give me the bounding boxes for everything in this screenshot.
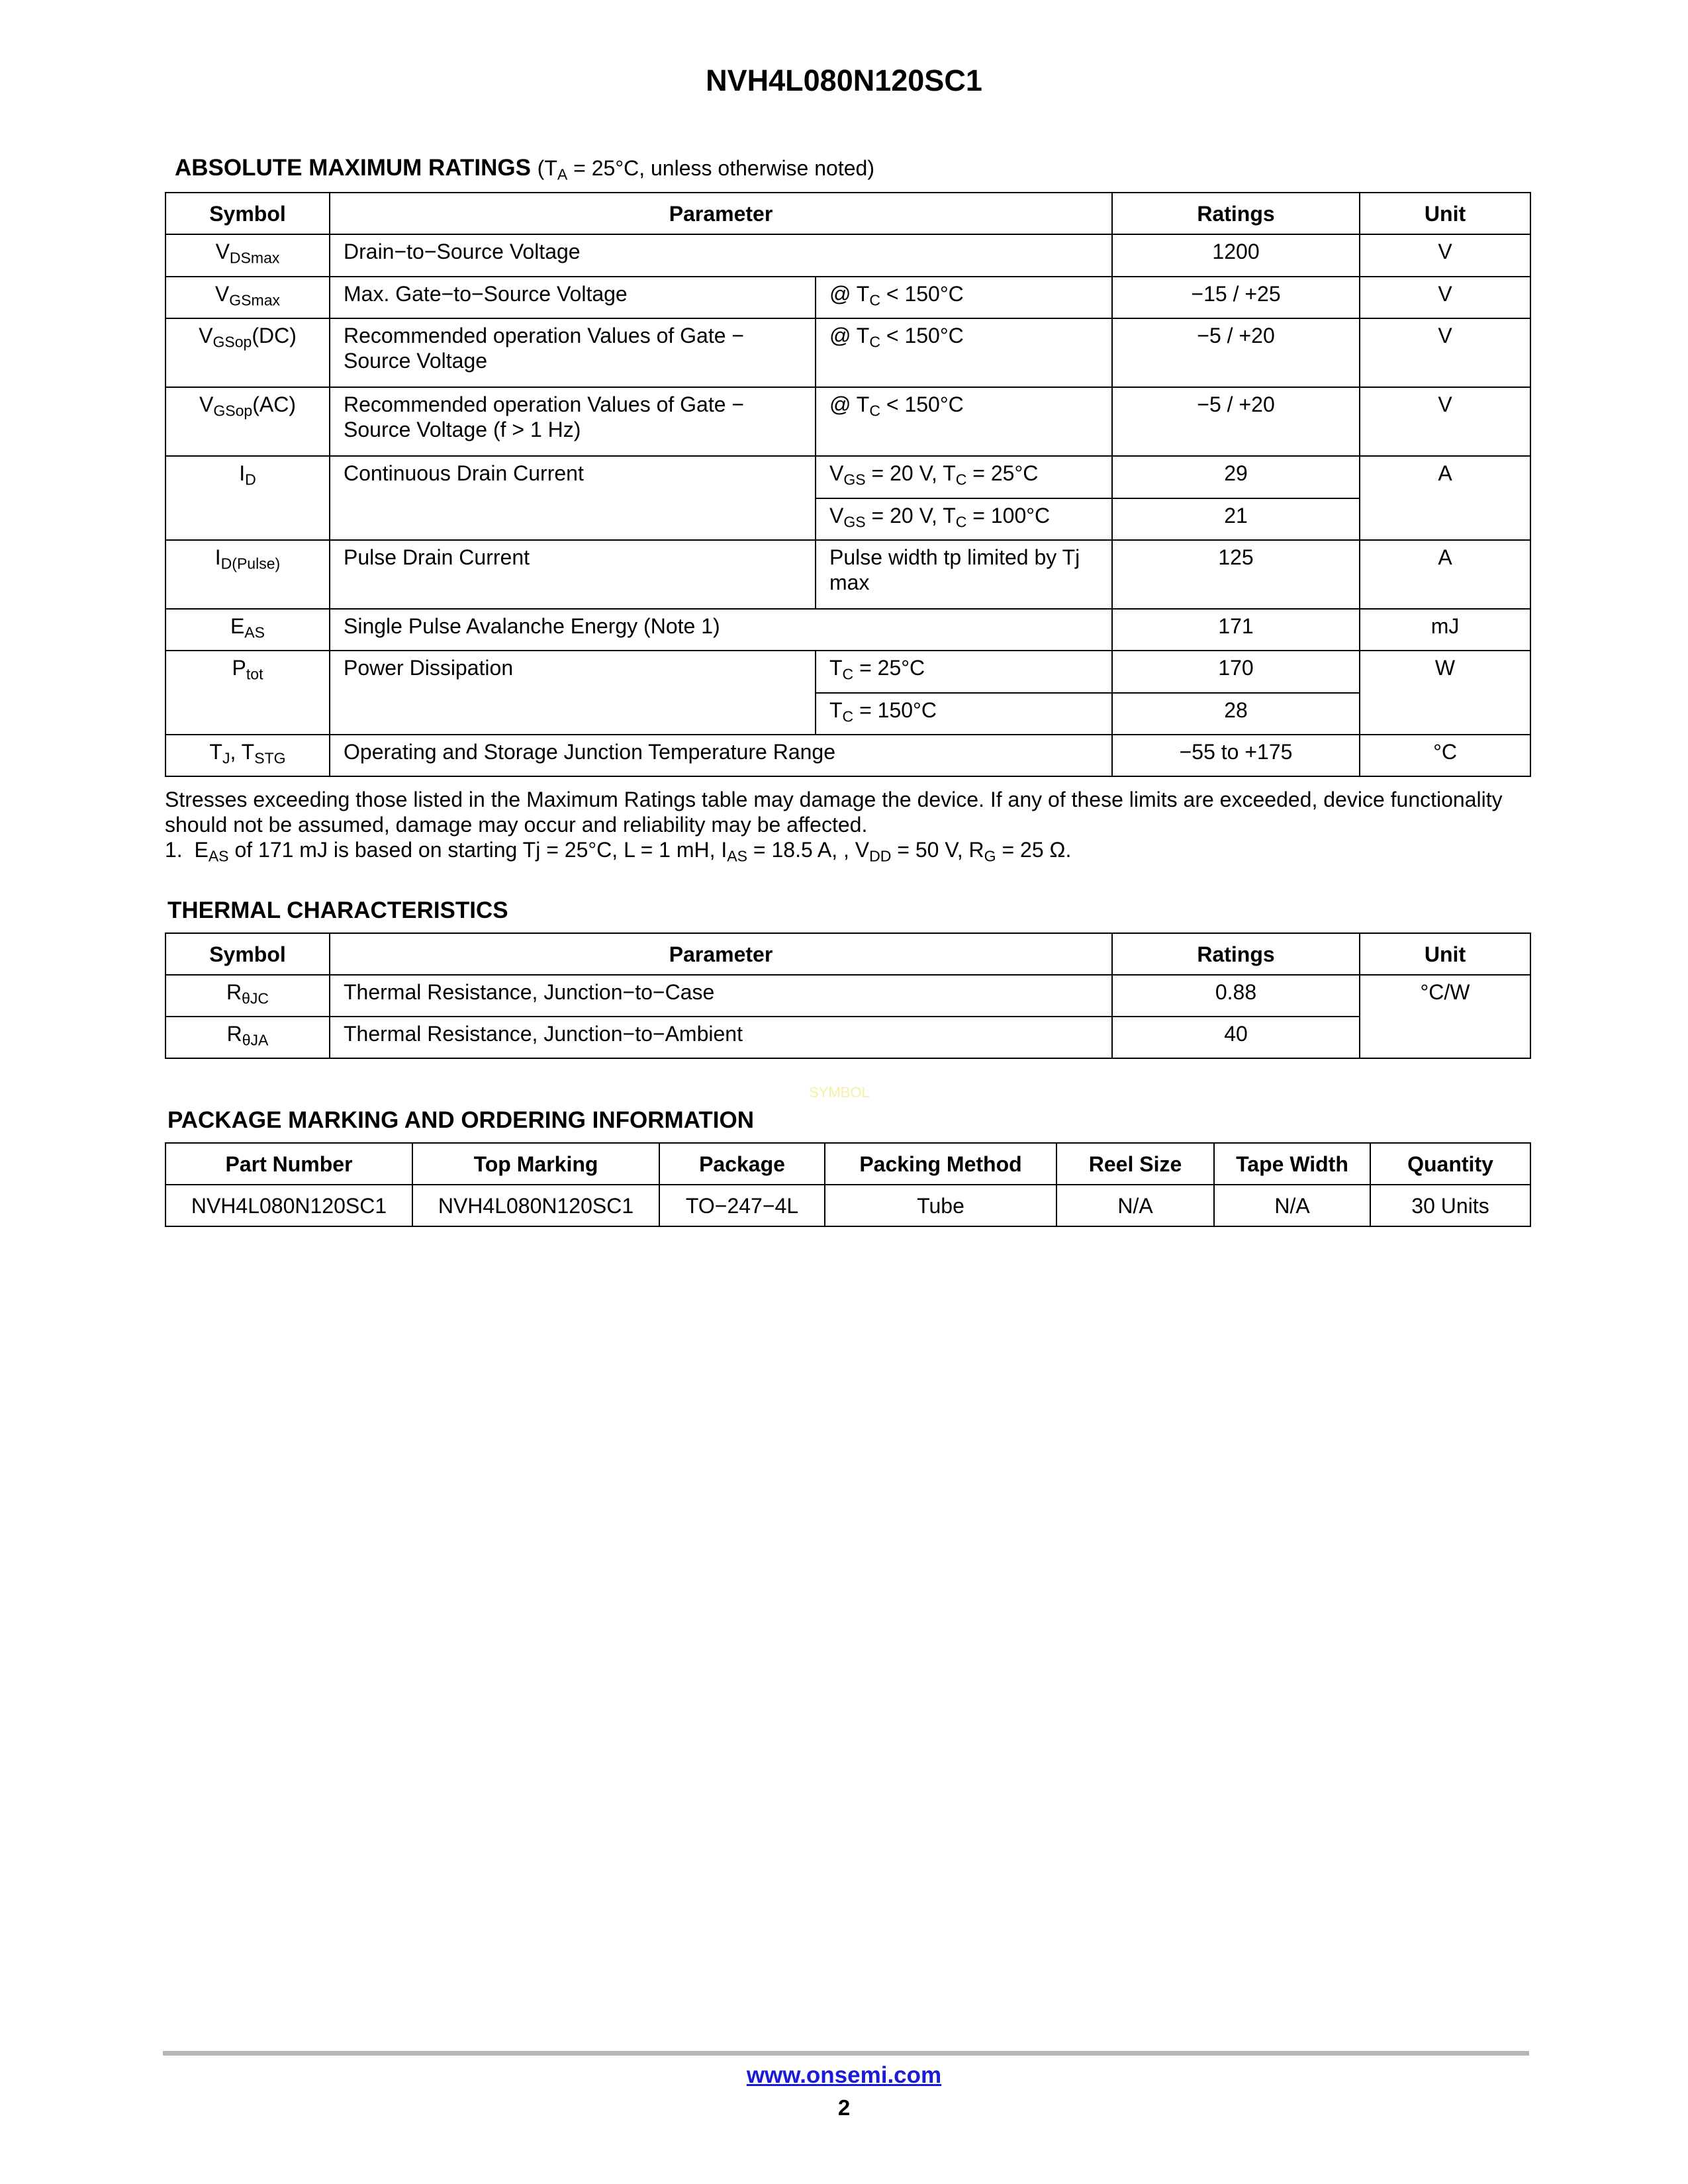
page-number: 2	[837, 2095, 851, 2120]
rating-cell: 21	[1112, 498, 1360, 540]
header-symbol: Symbol	[165, 193, 330, 234]
header-parameter: Parameter	[330, 193, 1112, 234]
page-title: NVH4L080N120SC1	[706, 64, 982, 97]
table-row	[165, 609, 1530, 651]
parameter-cell: Thermal Resistance, Junction−to−Ambient	[330, 1017, 1112, 1058]
symbol-cell: $I_{D(Pulse)}$	[165, 540, 330, 609]
condition-cell: @ $T_C < 150^\circ C$	[816, 387, 1112, 456]
table-row	[165, 651, 1530, 693]
symbol-cell: $V_{GSop}(AC)$	[165, 387, 330, 456]
ordering-title: PACKAGE MARKING AND ORDERING INFORMATION	[167, 1107, 754, 1133]
header-reel-size: Reel Size	[1056, 1143, 1214, 1185]
rating-cell: 0.88	[1112, 975, 1360, 1017]
condition-cell: $V_{GS} = 20$ V, $T_C = 25^\circ C$	[816, 456, 1112, 498]
thermal-title: THERMAL CHARACTERISTICS	[167, 897, 508, 923]
part-number-cell: NVH4L080N120SC1	[165, 1185, 412, 1226]
header-unit: Unit	[1360, 193, 1530, 234]
table-row	[165, 234, 1530, 277]
table-row	[165, 735, 1530, 776]
table-row	[165, 540, 1530, 609]
abs-max-condition: ($T_A = 25^\circ C$, unless otherwise noted)	[537, 156, 874, 183]
header-packing-method: Packing Method	[825, 1143, 1056, 1185]
symbol-cell: $V_{DSmax}$	[165, 234, 330, 277]
unit-cell: V	[1360, 277, 1530, 318]
table-row	[165, 456, 1530, 498]
unit-cell: °C	[1360, 735, 1530, 776]
header-top-marking: Top Marking	[412, 1143, 659, 1185]
unit-cell: °C/W	[1360, 975, 1530, 1058]
parameter-cell: Recommended operation Values of Gate − Source Voltage (f > 1 Hz)	[330, 387, 816, 456]
header-ratings: Ratings	[1112, 933, 1360, 975]
footer-link[interactable]: www.onsemi.com	[746, 2062, 942, 2088]
header-ratings: Ratings	[1112, 193, 1360, 234]
table-row	[165, 318, 1530, 387]
condition-cell: $V_{GS} = 20$ V, $T_C = 100^\circ C$	[816, 498, 1112, 540]
rating-cell: 29	[1112, 456, 1360, 498]
table-header-row	[165, 933, 1530, 975]
parameter-cell: Thermal Resistance, Junction−to−Case	[330, 975, 1112, 1017]
abs-max-title-text: ABSOLUTE MAXIMUM RATINGS	[175, 155, 531, 181]
package-cell: TO−247−4L	[659, 1185, 825, 1226]
table-row	[165, 277, 1530, 318]
header-symbol: Symbol	[165, 933, 330, 975]
reel-size-cell: N/A	[1056, 1185, 1214, 1226]
abs-max-title	[175, 155, 874, 181]
parameter-cell: Max. Gate−to−Source Voltage	[330, 277, 816, 318]
tape-width-cell: N/A	[1214, 1185, 1370, 1226]
symbol-cell: $T_J$, $T_{STG}$	[165, 735, 330, 776]
parameter-cell: Continuous Drain Current	[330, 456, 816, 540]
unit-cell: mJ	[1360, 609, 1530, 651]
condition-cell: $T_C = 25^\circ C$	[816, 651, 1112, 693]
symbol-cell: $R_{\theta JA}$	[165, 1017, 330, 1058]
quantity-cell: 30 Units	[1370, 1185, 1530, 1226]
condition-cell: @ $T_C < 150^\circ C$	[816, 277, 1112, 318]
unit-cell: A	[1360, 540, 1530, 609]
parameter-cell: Single Pulse Avalanche Energy (Note 1)	[330, 609, 1112, 651]
ordering-table	[165, 1142, 1531, 1227]
abs-max-table	[165, 192, 1531, 777]
rating-cell: 170	[1112, 651, 1360, 693]
table-row	[165, 1185, 1530, 1226]
header-unit: Unit	[1360, 933, 1530, 975]
parameter-cell: Power Dissipation	[330, 651, 816, 735]
table-header-row	[165, 193, 1530, 234]
header-parameter: Parameter	[330, 933, 1112, 975]
symbol-cell: $R_{\theta JC}$	[165, 975, 330, 1017]
condition-cell: @ $T_C < 150^\circ C$	[816, 318, 1112, 387]
rating-cell: −55 to +175	[1112, 735, 1360, 776]
rating-cell: 40	[1112, 1017, 1360, 1058]
unit-cell: V	[1360, 318, 1530, 387]
rating-cell: −5 / +20	[1112, 387, 1360, 456]
table-row	[165, 1017, 1530, 1058]
parameter-cell: Pulse Drain Current	[330, 540, 816, 609]
rating-cell: 1200	[1112, 234, 1360, 277]
unit-cell: A	[1360, 456, 1530, 540]
rating-cell: 28	[1112, 693, 1360, 735]
table-row	[165, 975, 1530, 1017]
symbol-cell: $E_{AS}$	[165, 609, 330, 651]
faint-symbol-text: SYMBOL	[809, 1084, 870, 1101]
rating-cell: −5 / +20	[1112, 318, 1360, 387]
parameter-cell: Operating and Storage Junction Temperature Range	[330, 735, 1112, 776]
footnote-1: 1. $E_{AS}$ of 171 mJ is based on starting Tj = 25°C, L = 1 mH, $I_{AS} = 18.5$ A, , $V_{DD} = 50$ V, $R_G = 25$ Ω.	[165, 838, 1072, 865]
condition-cell: $T_C = 150^\circ C$	[816, 693, 1112, 735]
stress-note: Stresses exceeding those listed in the Maximum Ratings table may damage the device. If any of these limits are exceeded, device functionality should not be assumed, damage may occur and reliability may be affected.	[165, 788, 1503, 837]
table-header-row	[165, 1143, 1530, 1185]
table-row	[165, 387, 1530, 456]
unit-cell: V	[1360, 234, 1530, 277]
thermal-table	[165, 933, 1531, 1059]
packing-method-cell: Tube	[825, 1185, 1056, 1226]
header-part-number: Part Number	[165, 1143, 412, 1185]
header-package: Package	[659, 1143, 825, 1185]
symbol-cell: $P_{tot}$	[165, 651, 330, 735]
parameter-cell: Recommended operation Values of Gate − Source Voltage	[330, 318, 816, 387]
header-quantity: Quantity	[1370, 1143, 1530, 1185]
symbol-cell: $V_{GSop}(DC)$	[165, 318, 330, 387]
footer-rule	[163, 2051, 1529, 2056]
rating-cell: −15 / +25	[1112, 277, 1360, 318]
header-tape-width: Tape Width	[1214, 1143, 1370, 1185]
unit-cell: V	[1360, 387, 1530, 456]
condition-cell: Pulse width tp limited by Tj max	[816, 540, 1112, 609]
top-marking-cell: NVH4L080N120SC1	[412, 1185, 659, 1226]
symbol-cell: $I_D$	[165, 456, 330, 540]
rating-cell: 171	[1112, 609, 1360, 651]
unit-cell: W	[1360, 651, 1530, 735]
rating-cell: 125	[1112, 540, 1360, 609]
parameter-cell: Drain−to−Source Voltage	[330, 234, 1112, 277]
symbol-cell: $V_{GSmax}$	[165, 277, 330, 318]
